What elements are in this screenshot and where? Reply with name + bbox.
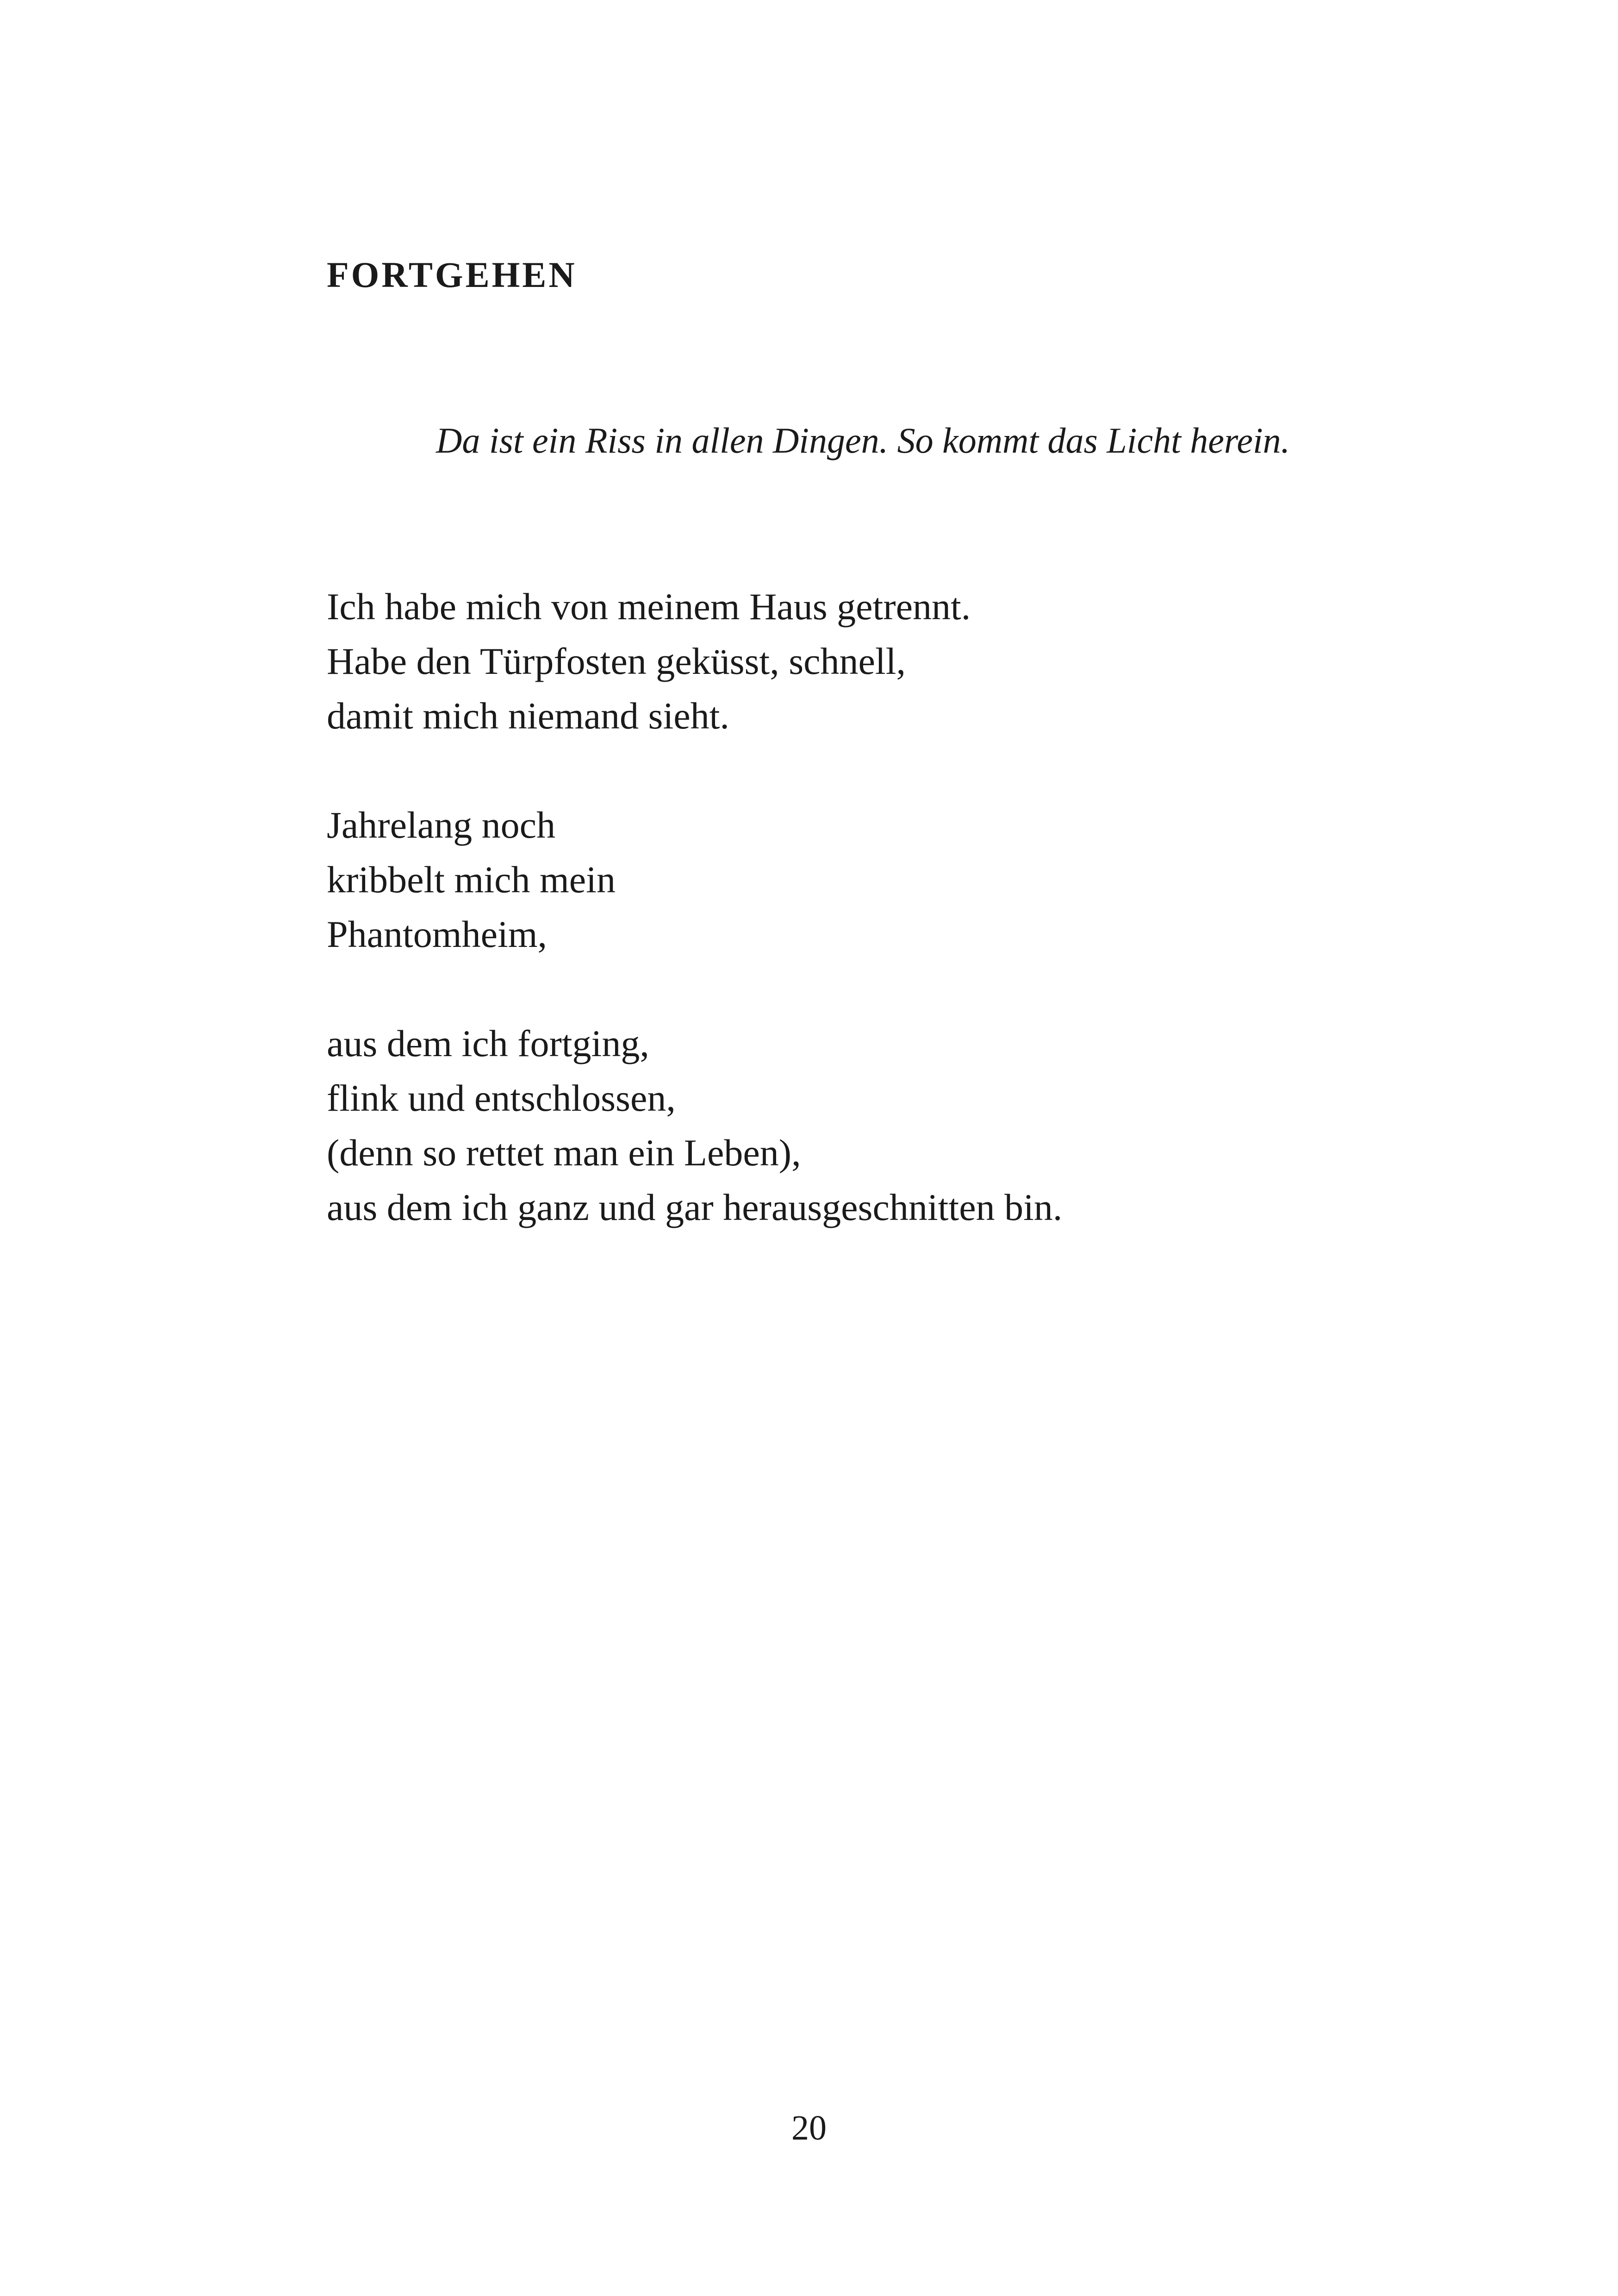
poem-line: Jahrelang noch	[327, 804, 556, 846]
poem-line: damit mich niemand sieht.	[327, 695, 729, 737]
poem-line: aus dem ich fortging,	[327, 1022, 649, 1064]
poem-line: Ich habe mich von meinem Haus getrennt.	[327, 585, 971, 628]
stanza-3	[327, 1016, 1062, 1235]
poem-line: flink und entschlossen,	[327, 1077, 676, 1119]
poem-title: FORTGEHEN	[327, 255, 577, 295]
poem-line: Phantomheim,	[327, 913, 548, 955]
stanza-2	[327, 798, 1062, 962]
poem-line: Habe den Türpfosten geküsst, schnell,	[327, 640, 906, 682]
poem-body	[327, 579, 1062, 1235]
poem-epigraph: Da ist ein Riss in allen Dingen. So kommt das Licht herein.	[436, 420, 1290, 460]
poem-line: (denn so rettet man ein Leben),	[327, 1132, 801, 1174]
stanza-1	[327, 579, 1062, 743]
poem-line: kribbelt mich mein	[327, 859, 616, 901]
poem-line: aus dem ich ganz und gar herausgeschnitten bin.	[327, 1186, 1063, 1228]
page-number: 20	[791, 2109, 827, 2147]
